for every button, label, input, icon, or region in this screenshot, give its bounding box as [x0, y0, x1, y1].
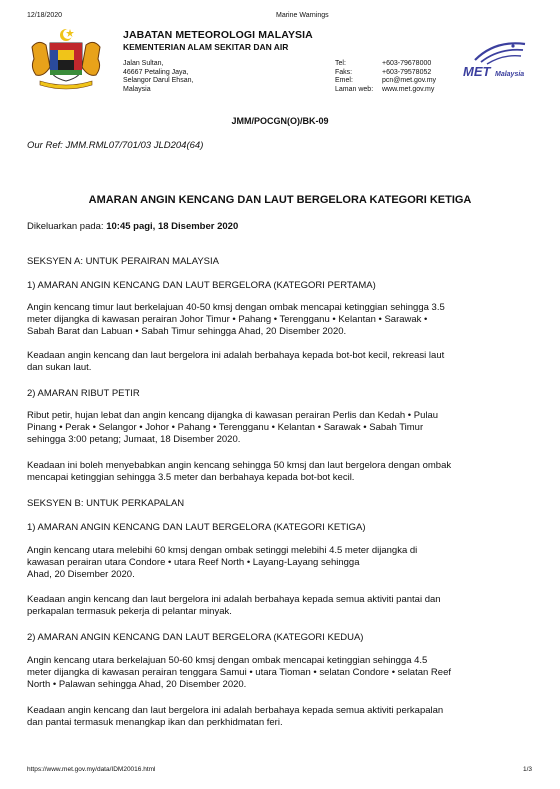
body-line: Keadaan ini boleh menyebabkan angin kencang sehingga 50 kmsj dan laut bergelora dengan ombak — [27, 460, 452, 471]
section-a-warning-2-title: 2) AMARAN RIBUT PETIR — [27, 388, 140, 399]
section-a-title: SEKSYEN A: UNTUK PERAIRAN MALAYSIA — [27, 256, 219, 267]
met-logo-text: MET — [463, 64, 491, 79]
body-line: Sabah Barat dan Labuan • Sabah Timur sehingga Ahad, 20 Disember 2020. — [27, 326, 347, 337]
phone-number: +603-79678000 — [382, 60, 432, 67]
contact-label: Faks: — [335, 68, 353, 76]
body-line: meter dijangka di kawasan perairan Johor Timur • Pahang • Terengganu • Kelantan • Sarawak • — [27, 314, 428, 325]
section-b-warning-2-title: 2) AMARAN ANGIN KENCANG DAN LAUT BERGELORA (KATEGORI KEDUA) — [27, 632, 364, 643]
address-line: Selangor Darul Ehsan, — [123, 77, 194, 84]
fax-number: +603-79578052 — [382, 68, 432, 76]
body-line: mencapai ketinggian sehingga 3.5 meter dan berbahaya kepada bot-bot kecil. — [27, 472, 355, 483]
page-title: AMARAN ANGIN KENCANG DAN LAUT BERGELORA KATEGORI KETIGA — [88, 194, 472, 206]
address-line: Malaysia — [123, 85, 151, 93]
section-a-warning-2-body — [27, 410, 537, 446]
website-link[interactable]: www.met.gov.my — [382, 85, 435, 93]
section-b-warning-1-title: 1) AMARAN ANGIN KENCANG DAN LAUT BERGELORA (KATEGORI KETIGA) — [27, 522, 366, 533]
body-line: Angin kencang utara melebihi 60 kmsj dengan ombak setinggi melebihi 4.5 meter dijangka di — [27, 545, 418, 556]
section-b-warning-1-note — [27, 594, 537, 618]
document-number: JMM/POCGN(O)/BK-09 — [231, 116, 329, 126]
ministry-name: KEMENTERIAN ALAM SEKITAR DAN AIR — [123, 42, 289, 52]
body-line: Keadaan angin kencang dan laut bergelora ini adalah berbahaya kepada semua aktiviti perkapalan — [27, 705, 444, 716]
met-malaysia-logo — [455, 38, 545, 80]
issued-label: Dikeluarkan pada: — [27, 221, 107, 232]
contact-values — [382, 60, 436, 94]
issued-time — [27, 221, 238, 232]
body-line: perkapalan termasuk pekerja di pelantar minyak. — [27, 606, 232, 617]
department-name: JABATAN METEOROLOGI MALAYSIA — [123, 29, 313, 41]
body-line: Keadaan angin kencang dan laut bergelora ini adalah berbahaya kepada bot-bot kecil, rekreasi laut — [27, 350, 445, 361]
body-line: sehingga 3:00 petang; Jumaat, 18 Disember 2020. — [27, 434, 241, 445]
body-line: Pinang • Perak • Selangor • Johor • Pahang • Terengganu • Kelantan • Sarawak • Sabah Timur — [27, 422, 424, 433]
section-b-title: SEKSYEN B: UNTUK PERKAPALAN — [27, 498, 185, 509]
section-a-warning-1-note — [27, 350, 537, 374]
body-line: dan pantai termasuk menangkap ikan dan perkhidmatan feri. — [27, 717, 283, 728]
address-line: 46667 Petaling Jaya, — [123, 68, 189, 76]
print-title: Marine Warnings — [276, 12, 329, 19]
section-a-warning-1-title: 1) AMARAN ANGIN KENCANG DAN LAUT BERGELORA (KATEGORI PERTAMA) — [27, 280, 376, 291]
section-a-warning-1-body — [27, 302, 537, 338]
body-line: North • Palawan sehingga Ahad, 20 Disember 2020. — [27, 679, 247, 690]
section-b-warning-2-body — [27, 655, 537, 691]
body-line: Angin kencang utara berkelajuan 50-60 kmsj dengan ombak mencapai ketinggian sehingga 4.5 — [27, 655, 428, 666]
body-line: Angin kencang timur laut berkelajuan 40-50 kmsj dengan ombak mencapai ketinggian sehingga 3.5 — [27, 302, 445, 313]
contact-labels — [335, 60, 373, 94]
body-line: Ahad, 20 Disember 2020. — [27, 569, 135, 580]
our-reference: Our Ref: JMM.RML07/701/03 JLD204(64) — [27, 140, 204, 151]
body-line: Ribut petir, hujan lebat dan angin kencang dijangka di kawasan perairan Perlis dan Kedah • Pulau — [27, 410, 439, 421]
body-line: kawasan perairan utara Condore • utara Reef North • Layang-Layang sehingga — [27, 557, 360, 568]
coat-of-arms-logo — [26, 27, 106, 90]
body-line: Keadaan angin kencang dan laut bergelora ini adalah berbahaya kepada semua aktiviti pantai dan — [27, 594, 441, 605]
met-logo-country: Malaysia — [495, 71, 525, 78]
body-line: dan sukan laut. — [27, 362, 92, 373]
section-b-warning-1-body — [27, 545, 537, 581]
contact-label: Emel: — [335, 77, 353, 84]
section-b-warning-2-note — [27, 705, 537, 729]
issued-value: 10:45 pagi, 18 Disember 2020 — [106, 221, 239, 232]
contact-label: Laman web: — [335, 85, 374, 93]
section-a-warning-2-note — [27, 460, 537, 484]
body-line: meter dijangka di kawasan perairan tenggara Samui • utara Tioman • selatan Condore • selatan Reef — [27, 667, 451, 678]
address-line: Jalan Sultan, — [123, 60, 164, 67]
footer-url-link[interactable]: https://www.met.gov.my/data/IDM20016.html — [27, 766, 156, 773]
address-block — [123, 60, 193, 94]
email-link[interactable]: pcn@met.gov.my — [382, 77, 437, 84]
page-number: 1/3 — [523, 766, 533, 773]
print-date: 12/18/2020 — [27, 12, 63, 19]
contact-label: Tel: — [335, 60, 346, 67]
